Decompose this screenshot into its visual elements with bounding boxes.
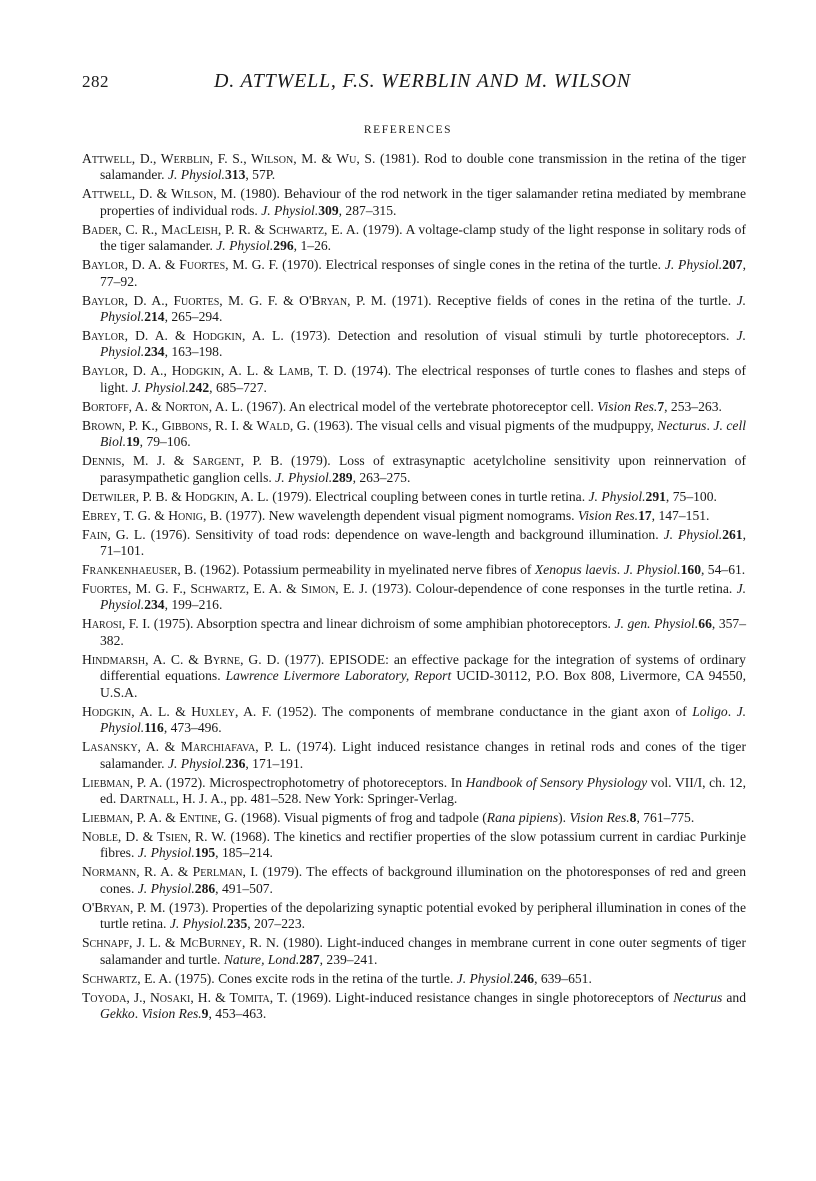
reference-authors: Liebman, P. A. & Entine, G. [82,809,238,825]
reference-authors: Bader, C. R., MacLeish, P. R. & Schwartz, E. A. [82,221,360,237]
reference-pages: , 171–191. [245,755,304,771]
reference-item [82,775,746,808]
reference-pages: , 287–315. [338,202,397,218]
reference-pages: , 253–263. [664,398,722,414]
reference-authors: Harosi, F. I. [82,616,151,632]
reference-item [82,151,746,184]
reference-journal: J. Physiol. [588,488,646,504]
reference-text: , pp. 481–528. New York: Springer-Verlag. [223,790,458,806]
reference-journal: J. Physiol. [100,581,746,613]
reference-pages: , 263–275. [352,469,411,485]
reference-list [82,151,746,1025]
reference-pages: , 77–92. [100,257,746,289]
reference-authors: Fain, G. L. [82,526,146,542]
section-heading: REFERENCES [363,124,453,136]
reference-journal: J. Physiol. [169,916,227,932]
reference-text: (1979). Loss of extrasynaptic acetylcholine sensitivity upon reinnervation of parasympathetic ganglion cells. [100,453,746,485]
reference-volume: 8 [629,809,637,825]
reference-pages: , 199–216. [164,597,223,613]
reference-item [82,257,746,290]
reference-italic-term: Rana pipiens [486,809,559,825]
reference-volume: 214 [144,309,165,325]
reference-text: (1968). Visual pigments of frog and tadpole ( [237,809,487,825]
reference-authors: Attwell, D., Werblin, F. S., Wilson, M. & Wu, S. [82,151,376,166]
reference-item [82,363,746,396]
reference-text: and [722,989,746,1005]
reference-authors: Normann, R. A. & Perlman, I. [82,864,259,880]
reference-item [82,562,746,578]
reference-text: (1980). Light-induced changes in membrane current in cone outer segments of tiger salamander and turtle. [100,935,746,967]
reference-item [82,810,746,826]
reference-volume: 195 [194,845,216,861]
reference-volume: 7 [657,398,665,414]
reference-pages: , 207–223. [247,916,306,932]
reference-authors: Bortoff, A. & Norton, A. L. [82,398,244,414]
reference-text: (1971). Receptive fields of cones in the retina of the turtle. [386,292,737,308]
reference-italic-term: Gekko [100,1005,135,1021]
reference-item [82,652,746,701]
reference-authors: O'Bryan, P. M. [82,899,166,915]
reference-text: (1975). Absorption spectra and linear dichroism of some amphibian photoreceptors. [150,616,615,632]
reference-item [82,293,746,326]
reference-volume: 291 [645,488,666,504]
reference-pages: , 79–106. [139,434,191,450]
reference-volume: 66 [698,616,712,632]
reference-volume: 234 [144,344,165,360]
reference-item [82,935,746,968]
reference-item [82,186,746,219]
reference-text: (1979). Electrical coupling between cones in turtle retina. [268,488,589,504]
reference-pages: , 453–463. [208,1005,267,1021]
reference-journal: J. Physiol. [131,379,189,395]
reference-pages: , 147–151. [651,507,710,523]
reference-authors: Schwartz, E. A. [82,970,172,986]
reference-authors: Fuortes, M. G. F., Schwartz, E. A. & Simon, E. J. [82,581,368,597]
reference-volume: 9 [201,1005,209,1021]
reference-text: (1968). The kinetics and rectifier properties of the slow potassium current in cardiac Purkinje fibres. [100,828,746,861]
reference-text: (1980). Behaviour of the rod network in the tiger salamander retina mediated by membrane properties of individual rods. [100,186,746,218]
reference-item [82,829,746,862]
reference-text: (1981). Rod to double cone transmission in the retina of the tiger salamander. [100,151,746,183]
reference-item [82,739,746,772]
reference-item [82,616,746,649]
reference-text: (1973). Detection and resolution of visual stimuli by turtle photoreceptors. [283,328,737,344]
reference-journal: Vision Res. [141,1005,202,1021]
reference-pages: , 71–101. [100,526,746,559]
reference-italic-term: Necturus [673,989,723,1005]
reference-item [82,704,746,737]
reference-authors: Lasansky, A. & Marchiafava, P. L. [82,739,292,755]
reference-authors: Liebman, P. A. [82,774,163,790]
reference-journal: J. Physiol. [456,970,514,986]
reference-journal: J. Physiol. [100,328,746,360]
reference-text: (1979). A voltage-clamp study of the light response in solitary rods of the tiger salamander. [100,221,746,254]
reference-text: (1967). An electrical model of the vertebrate photoreceptor cell. [243,398,598,414]
reference-authors: Dennis, M. J. & Sargent, P. B. [82,453,283,469]
reference-text: (1969). Light-induced resistance changes in single photoreceptors of [287,989,674,1005]
reference-volume: 286 [194,880,216,896]
reference-editor: Dartnall, H. J. A. [119,790,224,806]
reference-journal: J. Physiol. [663,526,723,542]
reference-authors: Detwiler, P. B. & Hodgkin, A. L. [82,488,269,504]
reference-pages: , 685–727. [209,379,267,395]
reference-text: (1963). The visual cells and visual pigments of the mudpuppy, [310,417,658,433]
reference-item [82,508,746,524]
reference-italic-term: Necturus [657,417,707,433]
reference-volume: 313 [224,167,246,183]
reference-pages: , 239–241. [319,951,378,967]
reference-text: (1977). New wavelength dependent visual pigment nomograms. [222,507,578,523]
reference-pages: , 639–651. [534,970,592,986]
page-number: 282 [82,72,109,91]
reference-item [82,527,746,560]
reference-pages: , 1–26. [293,238,332,254]
reference-volume: 19 [126,434,140,450]
reference-item [82,399,746,415]
reference-authors: Baylor, D. A., Hodgkin, A. L. & Lamb, T. D. [82,363,347,379]
reference-authors: Schnapf, J. L. & McBurney, R. N. [82,935,280,951]
reference-item [82,971,746,987]
reference-text: (1973). Properties of the depolarizing synaptic potential evoked by peripheral illumination in cones of the turtle retina. [100,899,746,932]
reference-journal: Vision Res. [577,507,639,523]
reference-volume: 116 [144,720,164,736]
reference-authors: Noble, D. & Tsien, R. W. [82,828,227,844]
reference-italic-term: Handbook of Sensory Physiology [465,774,648,790]
running-title: D. ATTWELL, F.S. WERBLIN AND M. WILSON [214,70,631,92]
reference-authors: Baylor, D. A. & Hodgkin, A. L. [82,328,284,344]
reference-volume: 289 [332,469,353,485]
reference-text: . [727,703,737,719]
reference-authors: Hodgkin, A. L. & Huxley, A. F. [82,703,272,719]
reference-volume: 207 [722,257,743,273]
reference-text: (1973). Colour-dependence of cone responses in the turtle retina. [367,581,737,597]
reference-text: (1979). The effects of background illumination on the photoresponses of red and green cones. [100,864,747,896]
reference-text: (1977). EPISODE: an effective package for the integration of systems of ordinary differential equations. [100,651,746,684]
reference-text: . [134,1005,142,1021]
reference-journal: J. Physiol. [623,562,681,578]
reference-text: (1975). Cones excite rods in the retina of the turtle. [171,970,457,986]
reference-item [82,222,746,255]
reference-volume: 296 [273,238,294,254]
reference-italic-term: Xenopus laevis [534,562,617,578]
reference-journal: J. Physiol. [167,755,225,771]
reference-volume: 246 [513,970,535,986]
reference-text: . [706,417,714,433]
reference-pages: , 491–507. [215,880,273,896]
reference-authors: Brown, P. K., Gibbons, R. I. & Wald, G. [82,417,310,433]
reference-authors: Baylor, D. A. & Fuortes, M. G. F. [82,257,279,273]
reference-journal: J. Physiol. [261,202,319,218]
reference-pages: , 265–294. [164,309,223,325]
reference-volume: 287 [299,951,320,967]
reference-volume: 242 [188,379,210,395]
reference-text: (1972). Microspectrophotometry of photoreceptors. In [162,774,466,790]
reference-journal: Nature, Lond. [223,951,300,967]
reference-text: (1970). Electrical responses of single cones in the retina of the turtle. [278,257,665,273]
reference-authors: Hindmarsh, A. C. & Byrne, G. D. [82,651,280,667]
reference-item [82,864,746,897]
reference-pages: UCID-30112, P.O. Box 808, Livermore, CA 94550, U.S.A. [100,668,747,700]
reference-authors: Ebrey, T. G. & Honig, B. [82,507,223,523]
reference-text: (1952). The components of membrane conductance in the giant axon of [271,703,693,719]
reference-journal: Vision Res. [569,809,630,825]
reference-text: (1976). Sensitivity of toad rods: dependence on wave-length and background illumination. [145,526,664,542]
reference-volume: 234 [144,597,165,613]
reference-journal: J. Physiol. [100,703,747,736]
reference-authors: Baylor, D. A., Fuortes, M. G. F. & O'Bryan, P. M. [82,292,387,308]
reference-volume: 309 [318,202,339,218]
page-header [82,72,746,102]
reference-journal: Lawrence Livermore Laboratory, Report [225,668,452,684]
reference-pages: , 473–496. [163,720,222,736]
reference-pages: , 761–775. [636,809,695,825]
reference-volume: 160 [680,562,701,578]
reference-text: ). [558,809,570,825]
reference-journal: J. Physiol. [275,469,333,485]
reference-pages: , 185–214. [215,845,273,861]
reference-authors: Toyoda, J., Nosaki, H. & Tomita, T. [82,989,288,1005]
reference-item [82,581,746,614]
reference-volume: 17 [638,507,652,523]
reference-pages: , 357–382. [100,616,747,648]
reference-journal: J. Physiol. [100,292,746,325]
reference-pages: , 75–100. [665,488,717,504]
reference-volume: 235 [226,916,248,932]
reference-journal: J. Physiol. [167,167,225,183]
reference-item [82,900,746,933]
reference-item [82,990,746,1023]
reference-text: . [616,562,624,578]
reference-item [82,418,746,451]
reference-volume: 236 [224,755,246,771]
reference-journal: J. Physiol. [137,845,195,861]
reference-volume: 261 [722,526,743,542]
reference-journal: J. gen. Physiol. [614,616,699,632]
reference-journal: J. Physiol. [664,257,723,273]
reference-pages: , 54–61. [701,562,746,578]
reference-journal: J. Physiol. [137,880,195,896]
reference-pages: , 57P. [245,167,276,183]
reference-item [82,453,746,486]
reference-italic-term: Loligo [692,703,728,719]
reference-journal: J. cell Biol. [100,417,746,450]
reference-text: (1974). Light induced resistance changes in retinal rods and cones of the tiger salamander. [100,739,746,771]
reference-text: vol. VII/I, ch. 12, ed. [100,774,746,806]
reference-text: (1962). Potassium permeability in myelinated nerve fibres of [196,562,535,578]
reference-pages: , 163–198. [164,344,223,360]
reference-journal: Vision Res. [597,398,658,414]
reference-authors: Frankenhaeuser, B. [82,562,197,578]
reference-text: (1974). The electrical responses of turtle cones to flashes and steps of light. [100,363,747,395]
reference-item [82,489,746,505]
reference-journal: J. Physiol. [216,238,274,254]
reference-authors: Attwell, D. & Wilson, M. [82,186,237,202]
reference-item [82,328,746,361]
